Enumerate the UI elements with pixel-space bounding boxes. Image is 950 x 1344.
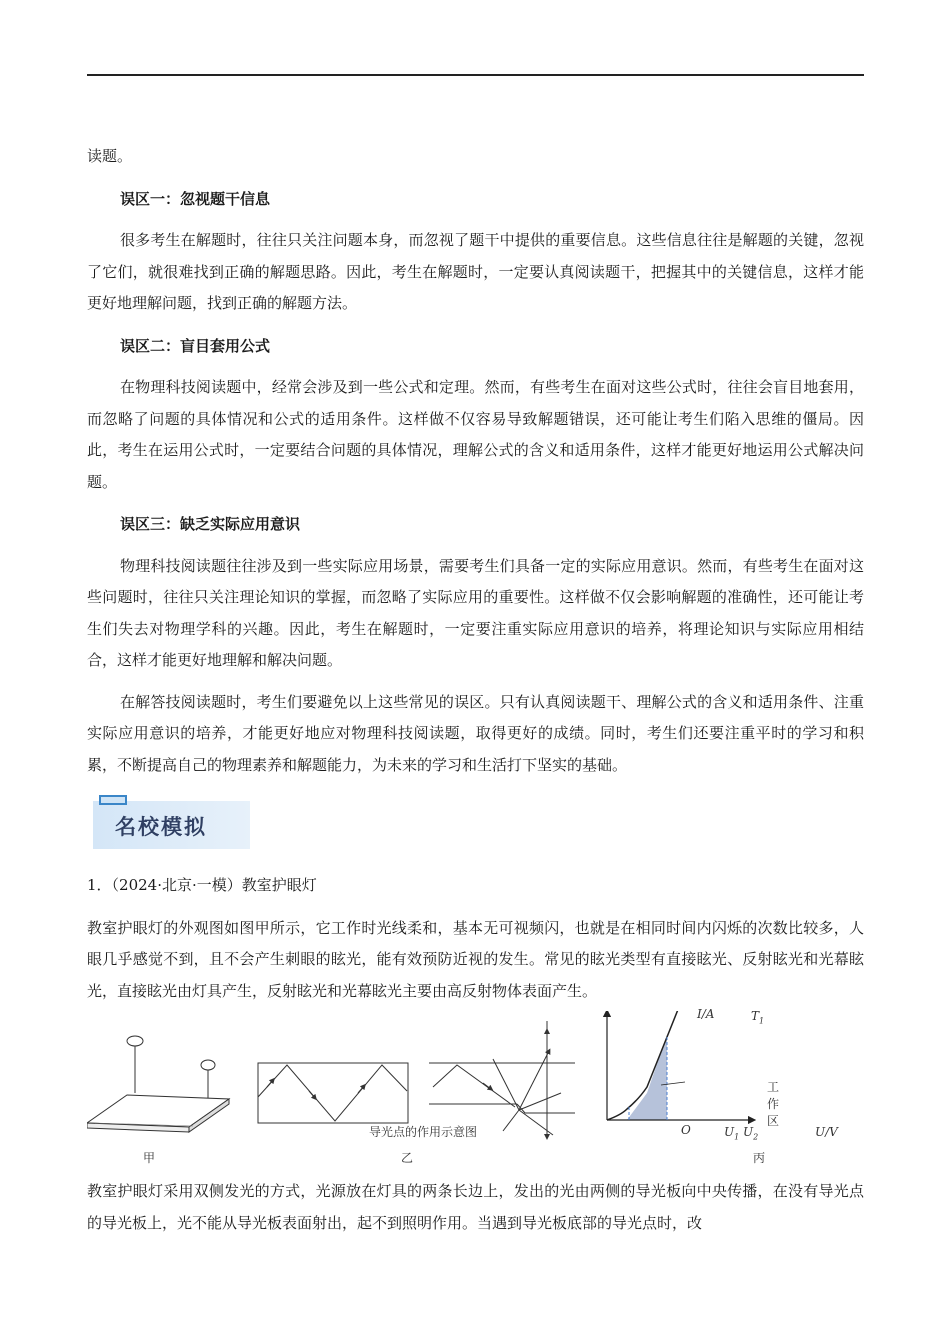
figure-iu-graph [587, 1007, 838, 1165]
region-label: 工作区 [767, 1080, 780, 1128]
caption-fig-b: 乙 [401, 1151, 414, 1165]
question-source: （2024·北京·一模） [111, 876, 242, 894]
question-paragraph-2: 教室护眼灯采用双侧发光的方式，光源放在灯具的两条长边上，发出的光由两侧的导光板向中央传播，在没有导光点的导光板上，光不能从导光板表面射出，起不到照明作用。当遇到导光板底部的导光点时，改 [87, 1182, 864, 1232]
u2-label: $U_2$ [743, 1125, 759, 1142]
light-guide-diagram [257, 1011, 582, 1141]
caption-fig-c: 丙 [753, 1151, 766, 1165]
intro-tail: 读题。 [87, 147, 133, 165]
question-paragraph-1: 教室护眼灯的外观图如图甲所示，它工作时光线柔和，基本无可视频闪，也就是在相同时间内闪烁的次数比较多，人眼几乎感觉不到，且不会产生刺眼的眩光，能有效预防近视的发生。常见的眩光类型有直接眩光、反射眩光和光幕眩光，直接眩光由灯具产生，反射眩光和光幕眩光主要由高反射物体表面产生。 [87, 918, 864, 1000]
x-axis-label: U/V [815, 1125, 838, 1139]
question-title [87, 870, 864, 902]
curve-label-sub: 1 [759, 1016, 765, 1026]
lamp-illustration [87, 1011, 237, 1141]
section-3-heading: 误区三：缺乏实际应用意识 [120, 515, 301, 533]
figure-light-guide [257, 1011, 582, 1165]
header-rule [87, 74, 864, 76]
caption-fig-b-subtitle: 导光点的作用示意图 [369, 1125, 478, 1139]
section-3-body: 物理科技阅读题往往涉及到一些实际应用场景，需要考生们具备一定的实际应用意识。然而，有些考生在面对这些问题时，往往只关注理论知识的掌握，而忽略了实际应用的重要性。这样做不仅会影响解题的准确性，还可能让考生们失去对物理学科的兴趣。因此，考生在解题时，一定要注重实际应用意识的培养，将理论知识与实际应用相结合，这样才能更好地理解和解决问题。 [87, 556, 864, 669]
section-2-heading: 误区二：盲目套用公式 [120, 336, 271, 355]
banner-title: 名校模拟 [115, 815, 207, 839]
section-banner [87, 785, 864, 870]
question-topic: 教室护眼灯 [241, 876, 317, 894]
origin-label: O [681, 1123, 691, 1137]
section-1-body: 很多考生在解题时，往往只关注问题本身，而忽视了题干中提供的重要信息。这些信息往往是解题的关键，忽视了它们，就很难找到正确的解题思路。因此，考生在解题时，一定要认真阅读题干，把握其中的关键信息，这样才能更好地理解问题，找到正确的解题方法。 [87, 231, 864, 312]
section-2-body: 在物理科技阅读题中，经常会涉及到一些公式和定理。然而，有些考生在面对这些公式时，往往会盲目地套用，而忽略了问题的具体情况和公式的适用条件。这样做不仅容易导致解题错误，还可能让考生们陷入思维的僵局。因此，考生在运用公式时，一定要结合问题的具体情况，理解公式的含义和适用条件，这样才能更好地运用公式解决问题。 [87, 378, 864, 491]
working-region [627, 1035, 667, 1120]
caption-fig-a: 甲 [143, 1151, 156, 1165]
u1-label: $U_1$ [724, 1125, 740, 1142]
conclusion-paragraph: 在解答技阅读题时，考生们要避免以上这些常见的误区。只有认真阅读题干、理解公式的含义和适用条件、注重实际应用意识的培养，才能更好地应对物理科技阅读题，取得更好的成绩。同时，考生们还要注重平时的学习和积累，不断提高自己的物理素养和解题能力，为未来的学习和生活打下坚实的基础。 [87, 692, 864, 774]
figure-row [87, 1007, 864, 1176]
banner-tab-icon [99, 795, 127, 805]
page-content [87, 141, 864, 1239]
figure-lamp [87, 1011, 237, 1165]
question-number: 1． [87, 876, 112, 894]
section-1-heading: 误区一：忽视题干信息 [120, 189, 271, 208]
y-axis-label: I/A [697, 1007, 715, 1021]
curve-label: $T_1$ [751, 1009, 765, 1026]
